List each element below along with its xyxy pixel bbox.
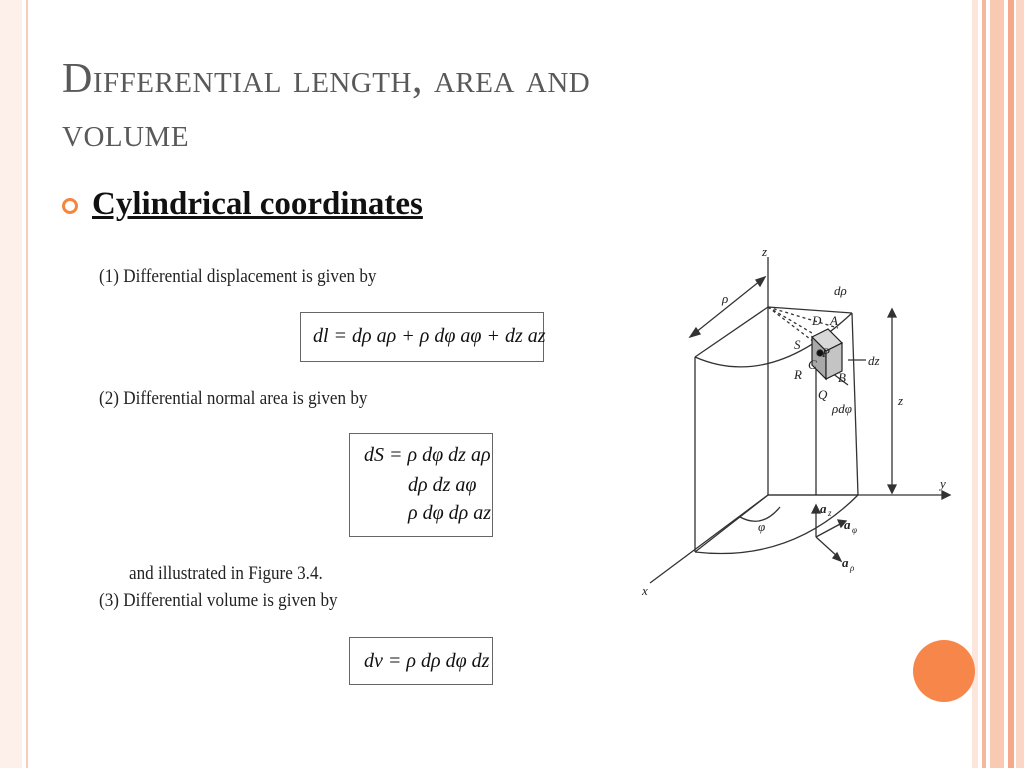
- figure-svg: [590, 245, 970, 620]
- label-P: P: [822, 345, 830, 360]
- label-Q: Q: [818, 387, 828, 402]
- right-decor-stripes: [972, 0, 1024, 768]
- label-R: R: [794, 367, 802, 382]
- eq-1-box: [300, 312, 544, 362]
- bullet-heading: Cylindrical coordinates: [92, 186, 423, 222]
- label-y: y: [940, 476, 946, 491]
- label-d-rho: dρ: [834, 283, 847, 298]
- label-z-top: z: [762, 245, 768, 259]
- decor-orange-circle: [913, 640, 975, 702]
- eq-1: dl = dρ aρ + ρ dφ aφ + dz az: [313, 325, 546, 347]
- label-phi: φ: [758, 519, 766, 534]
- note-text: and illustrated in Figure 3.4.: [129, 563, 323, 584]
- label-z-side: z: [898, 393, 904, 408]
- eq-2-line-3: ρ dφ dρ az: [408, 502, 492, 524]
- label-a-z-sub: z: [828, 508, 832, 518]
- label-A: A: [830, 313, 838, 328]
- cylindrical-volume-figure: [590, 245, 970, 620]
- eq-3-box: [349, 637, 493, 685]
- eq-2-line-1: dS = ρ dφ dz aρ: [364, 444, 491, 466]
- title-line-1: Differential length, area and: [62, 56, 591, 102]
- label-a-rho-sub: ρ: [850, 563, 855, 573]
- label-dz: dz: [868, 353, 880, 368]
- label-B: B: [838, 370, 846, 385]
- label-D: D: [812, 313, 822, 328]
- label-a-phi-sub: φ: [852, 525, 857, 535]
- item-1-text: (1) Differential displacement is given by: [99, 266, 377, 287]
- label-x: x: [642, 583, 648, 598]
- title-line-2: volume: [62, 110, 190, 156]
- bullet-circle-icon: [62, 198, 78, 214]
- label-a-z: a: [820, 501, 827, 516]
- eq-3: dv = ρ dρ dφ dz: [364, 650, 490, 672]
- label-C: C: [808, 357, 817, 372]
- slide-title: [62, 52, 762, 160]
- label-a-rho: a: [842, 555, 849, 570]
- label-rho: ρ: [722, 291, 729, 306]
- item-3-text: (3) Differential volume is given by: [99, 590, 338, 611]
- label-rho-dphi: ρdφ: [832, 401, 852, 416]
- label-a-phi: a: [844, 517, 851, 532]
- item-2-text: (2) Differential normal area is given by: [99, 388, 368, 409]
- eq-2-line-2: dρ dz aφ: [408, 474, 477, 496]
- eq-2-box: [349, 433, 493, 537]
- left-decor-stripe: [0, 0, 40, 768]
- label-S: S: [794, 337, 801, 352]
